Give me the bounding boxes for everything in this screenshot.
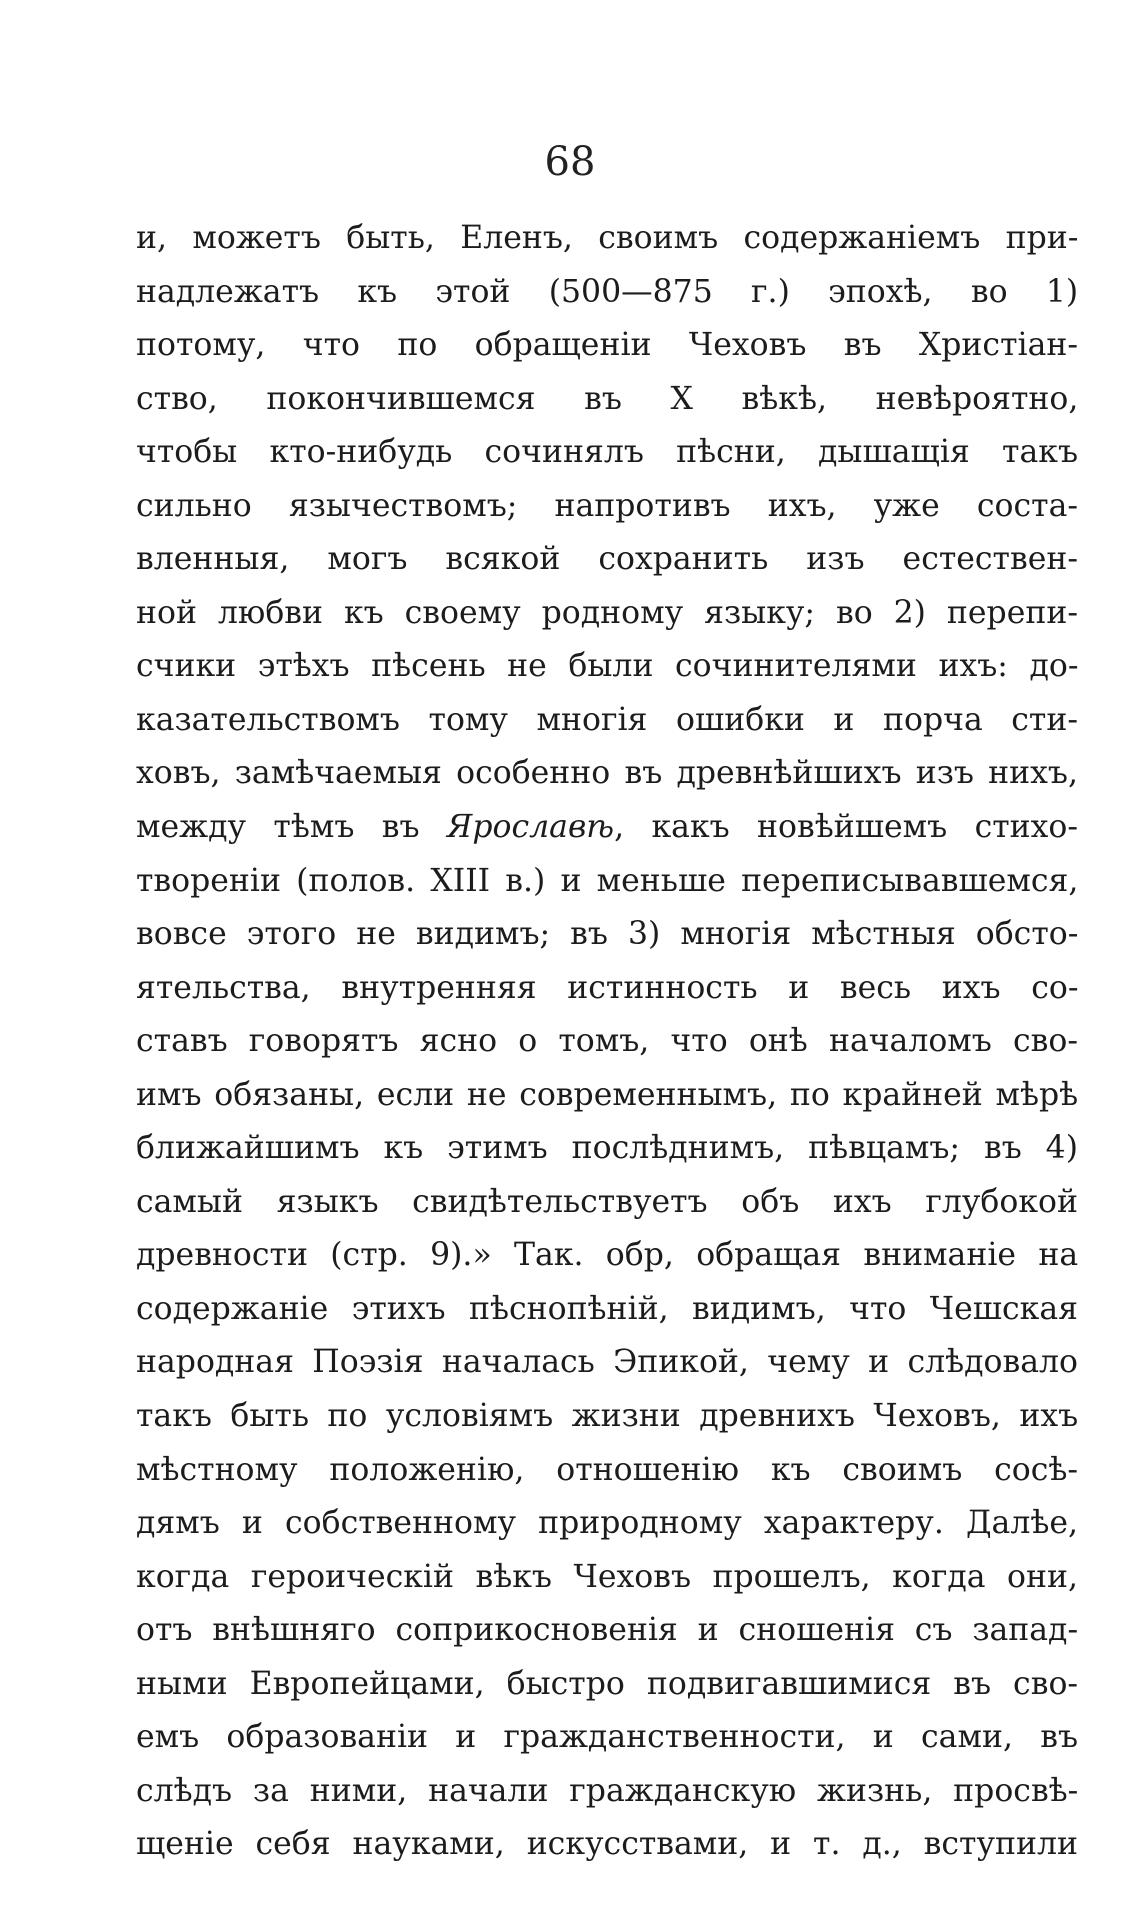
text-line bbox=[136, 1283, 1078, 1337]
text-line bbox=[136, 1122, 1078, 1176]
text-line bbox=[136, 212, 1078, 266]
text-line bbox=[136, 694, 1078, 748]
text-line bbox=[136, 640, 1078, 694]
text-segment: сильно язычествомъ; напротивъ ихъ, уже соста- bbox=[136, 487, 1078, 524]
text-segment: между тѣмъ въ bbox=[136, 809, 447, 846]
text-line bbox=[136, 319, 1078, 373]
text-segment: дямъ и собственному природному характеру. Далѣе, bbox=[136, 1505, 1078, 1542]
text-line bbox=[136, 1444, 1078, 1498]
text-segment: , какъ новѣйшемъ стихо- bbox=[614, 809, 1078, 846]
text-segment: и, можетъ быть, Еленъ, своимъ содержаніемъ при- bbox=[136, 220, 1078, 256]
text-line bbox=[136, 373, 1078, 427]
text-segment: ными Европейцами, быстро подвигавшимися въ сво- bbox=[136, 1665, 1078, 1702]
text-line bbox=[136, 1604, 1078, 1658]
text-line bbox=[136, 1229, 1078, 1283]
text-segment: ближайшимъ къ этимъ послѣднимъ, пѣвцамъ; въ 4) bbox=[136, 1130, 1078, 1167]
text-line bbox=[136, 747, 1078, 801]
text-line bbox=[136, 1818, 1078, 1872]
text-segment: надлежатъ къ этой (500—875 г.) эпохѣ, во 1) bbox=[136, 273, 1078, 310]
text-line bbox=[136, 1069, 1078, 1123]
page-number: 68 bbox=[544, 139, 596, 185]
text-segment: щеніе себя науками, искусствами, и т. д., вступили bbox=[136, 1826, 1078, 1863]
text-segment: вовсе этого не видимъ; въ 3) многія мѣстныя обсто- bbox=[136, 916, 1078, 953]
text-line bbox=[136, 1336, 1078, 1390]
text-segment: вленныя, могъ всякой сохранить изъ естествен- bbox=[136, 541, 1078, 578]
text-segment: потому, что по обращеніи Чеховъ въ Христіан- bbox=[136, 327, 1078, 364]
text-line bbox=[136, 855, 1078, 909]
text-segment: такъ быть по условіямъ жизни древнихъ Чеховъ, ихъ bbox=[136, 1398, 1078, 1435]
text-line bbox=[136, 1551, 1078, 1605]
text-segment: слѣдъ за ними, начали гражданскую жизнь, просвѣ- bbox=[136, 1772, 1078, 1809]
text-line bbox=[136, 1711, 1078, 1765]
text-segment: когда героическій вѣкъ Чеховъ прошелъ, когда они, bbox=[136, 1558, 1078, 1595]
body-text bbox=[136, 212, 1078, 1872]
text-segment: ство, покончившемся въ X вѣкѣ, невѣроятно, bbox=[136, 380, 1078, 417]
text-segment: имъ обязаны, если не современнымъ, по крайней мѣрѣ bbox=[136, 1076, 1078, 1113]
text-segment: содержаніе этихъ пѣснопѣній, видимъ, что Чешская bbox=[136, 1290, 1078, 1327]
text-segment: емъ образованіи и гражданственности, и сами, въ bbox=[136, 1719, 1078, 1756]
text-line bbox=[136, 1765, 1078, 1819]
text-segment: отъ внѣшняго соприкосновенія и сношенія съ запад- bbox=[136, 1612, 1078, 1649]
text-line bbox=[136, 266, 1078, 320]
text-segment: твореніи (полов. XIII в.) и меньше переписывавшемся, bbox=[136, 862, 1078, 899]
text-segment: древности (стр. 9).» Так. обр, обращая вниманіе на bbox=[136, 1237, 1078, 1274]
text-segment: мѣстному положенію, отношенію къ своимъ сосѣ- bbox=[136, 1451, 1078, 1488]
text-segment: ставъ говорятъ ясно о томъ, что онѣ началомъ сво- bbox=[136, 1023, 1078, 1060]
text-line bbox=[136, 533, 1078, 587]
text-line bbox=[136, 1015, 1078, 1069]
text-line bbox=[136, 962, 1078, 1016]
text-line bbox=[136, 1658, 1078, 1712]
text-segment: ной любви къ своему родному языку; во 2) перепи- bbox=[136, 594, 1078, 631]
text-segment: ховъ, замѣчаемыя особенно въ древнѣйшихъ изъ нихъ, bbox=[136, 755, 1078, 792]
text-segment: ятельства, внутренняя истинность и весь ихъ со- bbox=[136, 969, 1078, 1006]
text-segment: самый языкъ свидѣтельствуетъ объ ихъ глубокой bbox=[136, 1183, 1078, 1220]
text-segment: казательствомъ тому многія ошибки и порча сти- bbox=[136, 701, 1078, 738]
text-line bbox=[136, 801, 1078, 855]
text-segment: народная Поэзія началась Эпикой, чему и слѣдовало bbox=[136, 1344, 1078, 1381]
text-line bbox=[136, 480, 1078, 534]
text-line bbox=[136, 426, 1078, 480]
text-segment: Ярославѣ bbox=[446, 809, 615, 846]
text-segment: чтобы кто-нибудь сочинялъ пѣсни, дышащія такъ bbox=[136, 434, 1078, 471]
text-line bbox=[136, 908, 1078, 962]
text-line bbox=[136, 1390, 1078, 1444]
text-line bbox=[136, 1176, 1078, 1230]
text-line bbox=[136, 587, 1078, 641]
text-line bbox=[136, 1497, 1078, 1551]
text-segment: счики этѣхъ пѣсень не были сочинителями ихъ: до- bbox=[136, 648, 1078, 685]
